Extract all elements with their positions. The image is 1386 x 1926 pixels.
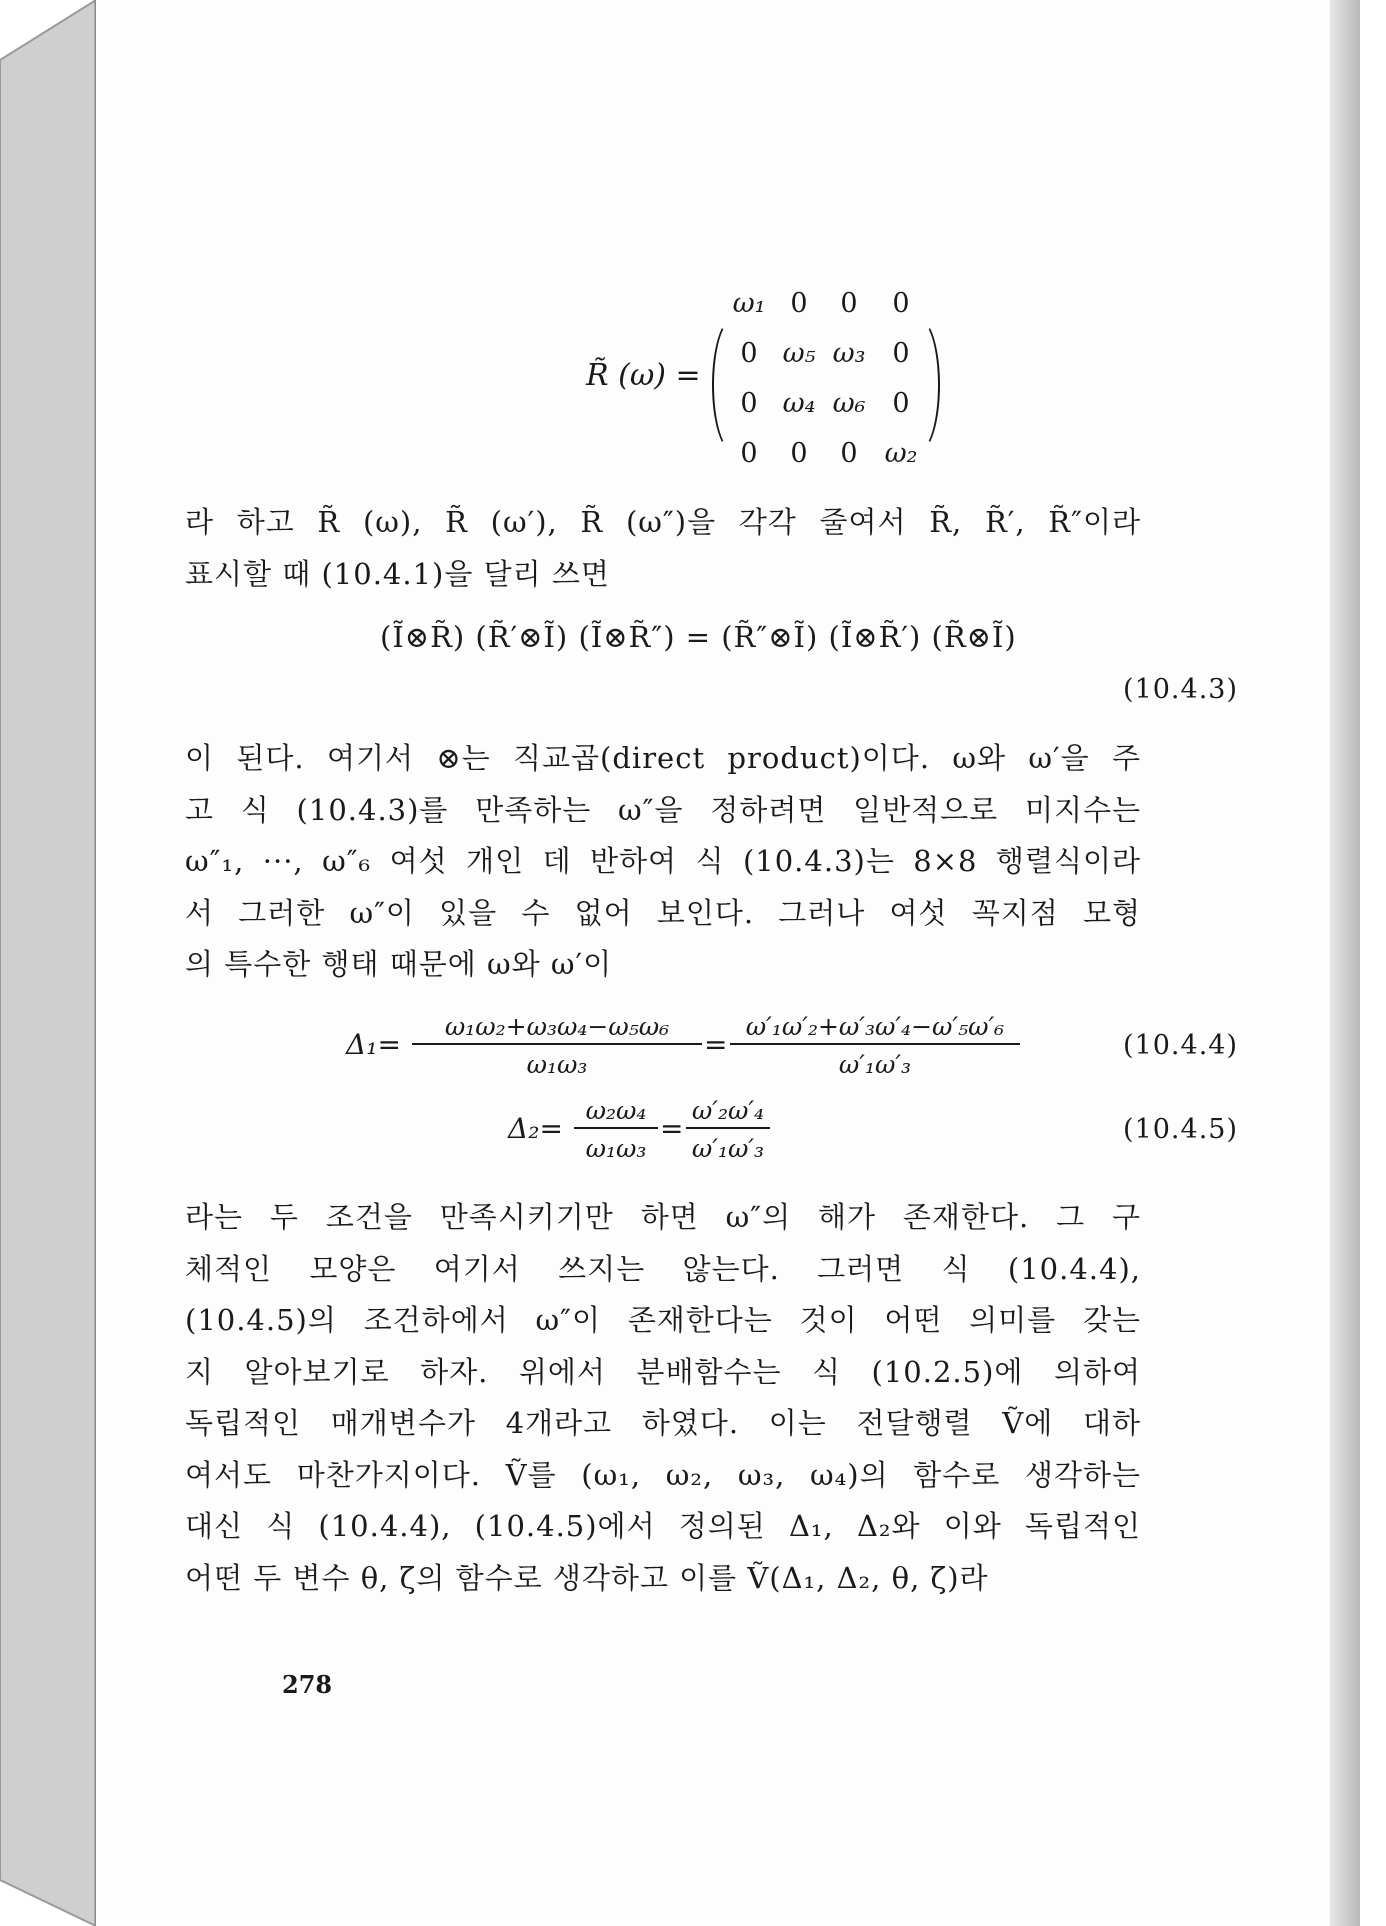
matrix-cell: 0 [892, 288, 910, 319]
matrix-cell: ω₃ [832, 338, 866, 369]
equation-lhs: Δ₁= [346, 1028, 401, 1061]
matrix-cell: ω₁ [732, 288, 766, 319]
text-line: 의 특수한 행태 때문에 ω와 ω′이 [185, 947, 613, 981]
page-edge [1330, 0, 1360, 1926]
equation-label: (10.4.4) [1123, 1030, 1238, 1061]
book-spine [0, 0, 100, 1926]
equation-label: (10.4.3) [1123, 674, 1238, 705]
fraction-bar [412, 1043, 702, 1045]
matrix-cell: 0 [840, 288, 858, 319]
equals-sign: = [704, 1028, 728, 1061]
paragraph-3 [185, 1192, 1141, 1604]
text-line: 대신 식 (10.4.4), (10.4.5)에서 정의된 Δ₁, Δ₂와 이와 독립적인 [185, 1509, 1141, 1543]
fraction-numerator: ω′₁ω′₂+ω′₃ω′₄−ω′₅ω′₆ [745, 1012, 1005, 1041]
fraction-denominator: ω₁ω₃ [585, 1134, 647, 1163]
matrix-cell: ω₂ [884, 438, 918, 469]
text-line: 라 하고 R̃ (ω), R̃ (ω′), R̃ (ω″)을 각각 줄여서 R̃, R̃′, R̃″이라 [185, 505, 1141, 539]
fraction-numerator: ω₁ω₂+ω₃ω₄−ω₅ω₆ [444, 1012, 670, 1041]
equation-body: (Ĩ⊗R̃) (R̃′⊗Ĩ) (Ĩ⊗R̃″) = (R̃″⊗Ĩ) (Ĩ⊗R̃′) (R̃⊗Ĩ) [380, 620, 1017, 654]
text-line: 고 식 (10.4.3)를 만족하는 ω″을 정하려면 일반적으로 미지수는 [185, 792, 1141, 827]
matrix-cell: 0 [740, 338, 758, 369]
page-number: 278 [282, 1670, 333, 1699]
matrix-cell: 0 [892, 338, 910, 369]
text-line: 표시할 때 (10.4.1)을 달리 쓰면 [185, 556, 610, 591]
paragraph-2 [185, 733, 1141, 991]
fraction-bar [686, 1127, 770, 1129]
equals-sign: = [660, 1112, 684, 1145]
text-line: 라는 두 조건을 만족시키기만 하면 ω″의 해가 존재한다. 그 구 [185, 1200, 1141, 1234]
paragraph-1 [185, 497, 1141, 600]
matrix-cell: 0 [790, 288, 808, 319]
equation-10-4-3 [380, 620, 1017, 654]
matrix-cell: 0 [892, 388, 910, 419]
matrix-lhs: R̃ (ω) = [586, 358, 701, 393]
matrix-cell: 0 [740, 438, 758, 469]
text-line: 지 알아보기로 하자. 위에서 분배함수는 식 (10.2.5)에 의하여 [185, 1354, 1141, 1389]
fraction-denominator: ω₁ω₃ [526, 1050, 588, 1079]
text-line: 체적인 모양은 여기서 쓰지는 않는다. 그러면 식 (10.4.4), [185, 1251, 1141, 1286]
text-line: 어떤 두 변수 θ, ζ의 함수로 생각하고 이를 Ṽ(Δ₁, Δ₂, θ, ζ)라 [185, 1560, 989, 1595]
fraction-bar [574, 1127, 658, 1129]
fraction-numerator: ω′₂ω′₄ [691, 1096, 765, 1125]
equation-lhs: Δ₂= [508, 1112, 563, 1145]
matrix-cell: ω₅ [782, 338, 816, 369]
matrix-cell: 0 [840, 438, 858, 469]
fraction-bar [730, 1043, 1020, 1045]
text-line: 여서도 마찬가지이다. Ṽ를 (ω₁, ω₂, ω₃, ω₄)의 함수로 생각하는 [185, 1457, 1141, 1492]
text-line: ω″₁, ···, ω″₆ 여섯 개인 데 반하여 식 (10.4.3)는 8×8 행렬식이라 [185, 844, 1141, 878]
text-line: (10.4.5)의 조건하에서 ω″이 존재한다는 것이 어떤 의미를 갖는 [185, 1303, 1141, 1337]
matrix-cell: ω₄ [782, 388, 816, 419]
text-line: 독립적인 매개변수가 4개라고 하였다. 이는 전달행렬 Ṽ에 대하 [185, 1406, 1141, 1440]
matrix-cell: ω₆ [832, 388, 866, 419]
text-line: 서 그러한 ω″이 있을 수 없어 보인다. 그러나 여섯 꼭지점 모형 [185, 895, 1141, 930]
fraction-numerator: ω₂ω₄ [585, 1096, 647, 1125]
matrix-cell: 0 [740, 388, 758, 419]
fraction-denominator: ω′₁ω′₃ [838, 1050, 912, 1079]
matrix-cell: 0 [790, 438, 808, 469]
fraction-denominator: ω′₁ω′₃ [691, 1134, 765, 1163]
equation-label: (10.4.5) [1123, 1114, 1238, 1145]
text-line: 이 된다. 여기서 ⊗는 직교곱(direct product)이다. ω와 ω′을 주 [185, 741, 1141, 775]
